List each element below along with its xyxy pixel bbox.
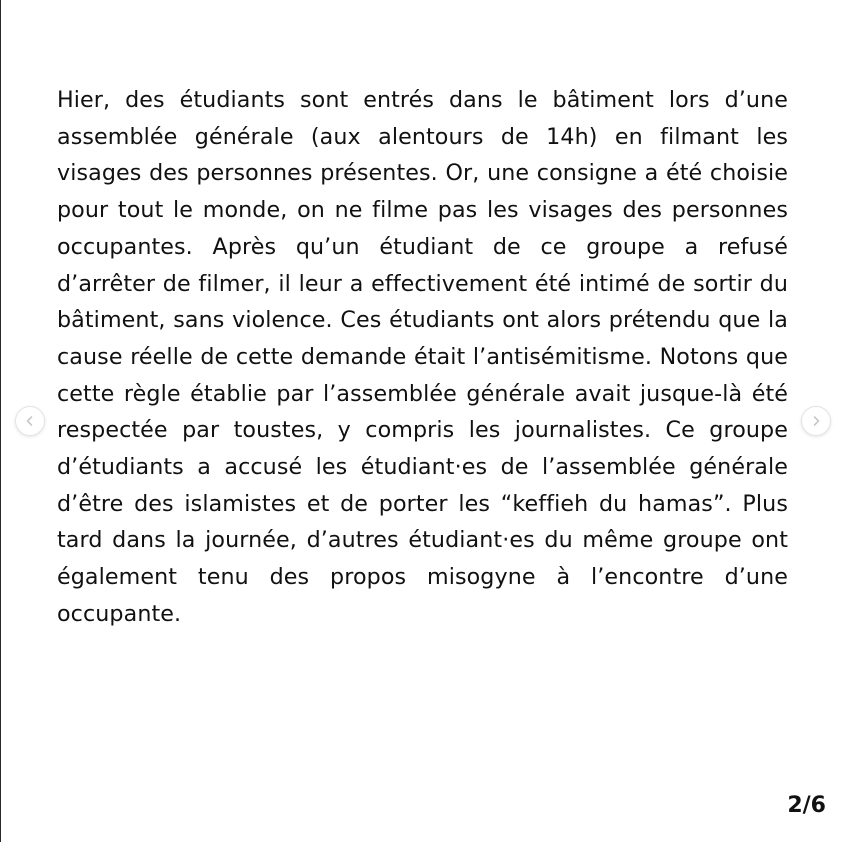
slide-counter: 2/6 <box>787 793 826 818</box>
previous-slide-button[interactable] <box>15 406 45 436</box>
chevron-right-icon <box>810 415 822 427</box>
next-slide-button[interactable] <box>801 406 831 436</box>
chevron-left-icon <box>24 415 36 427</box>
slide-paragraph: Hier, des étudiants sont entrés dans le bâtiment lors d’une assemblée générale (aux alentours de 14h) en filmant les visages des personnes présentes. Or, une consigne a été choisie pour tout le monde, on ne filme pas les visages des personnes occupantes. Après qu’un étudiant de ce groupe a refusé d’arrêter de filmer, il leur a effectivement été intimé de sortir du bâtiment, sans violence. Ces étudiants ont alors prétendu que la cause réelle de cette demande était l’antisémitisme. Notons que cette règle établie par l’assemblée générale avait jusque-là été respectée par toustes, y compris les journalistes. Ce groupe d’étudiants a accusé les étudiant·es de l’assemblée générale d’être des islamistes et de porter les “keffieh du hamas”. Plus tard dans la journée, d’autres étudiant·es du même groupe ont également tenu des propos misogyne à l’encontre d’une occupante. <box>57 87 788 627</box>
